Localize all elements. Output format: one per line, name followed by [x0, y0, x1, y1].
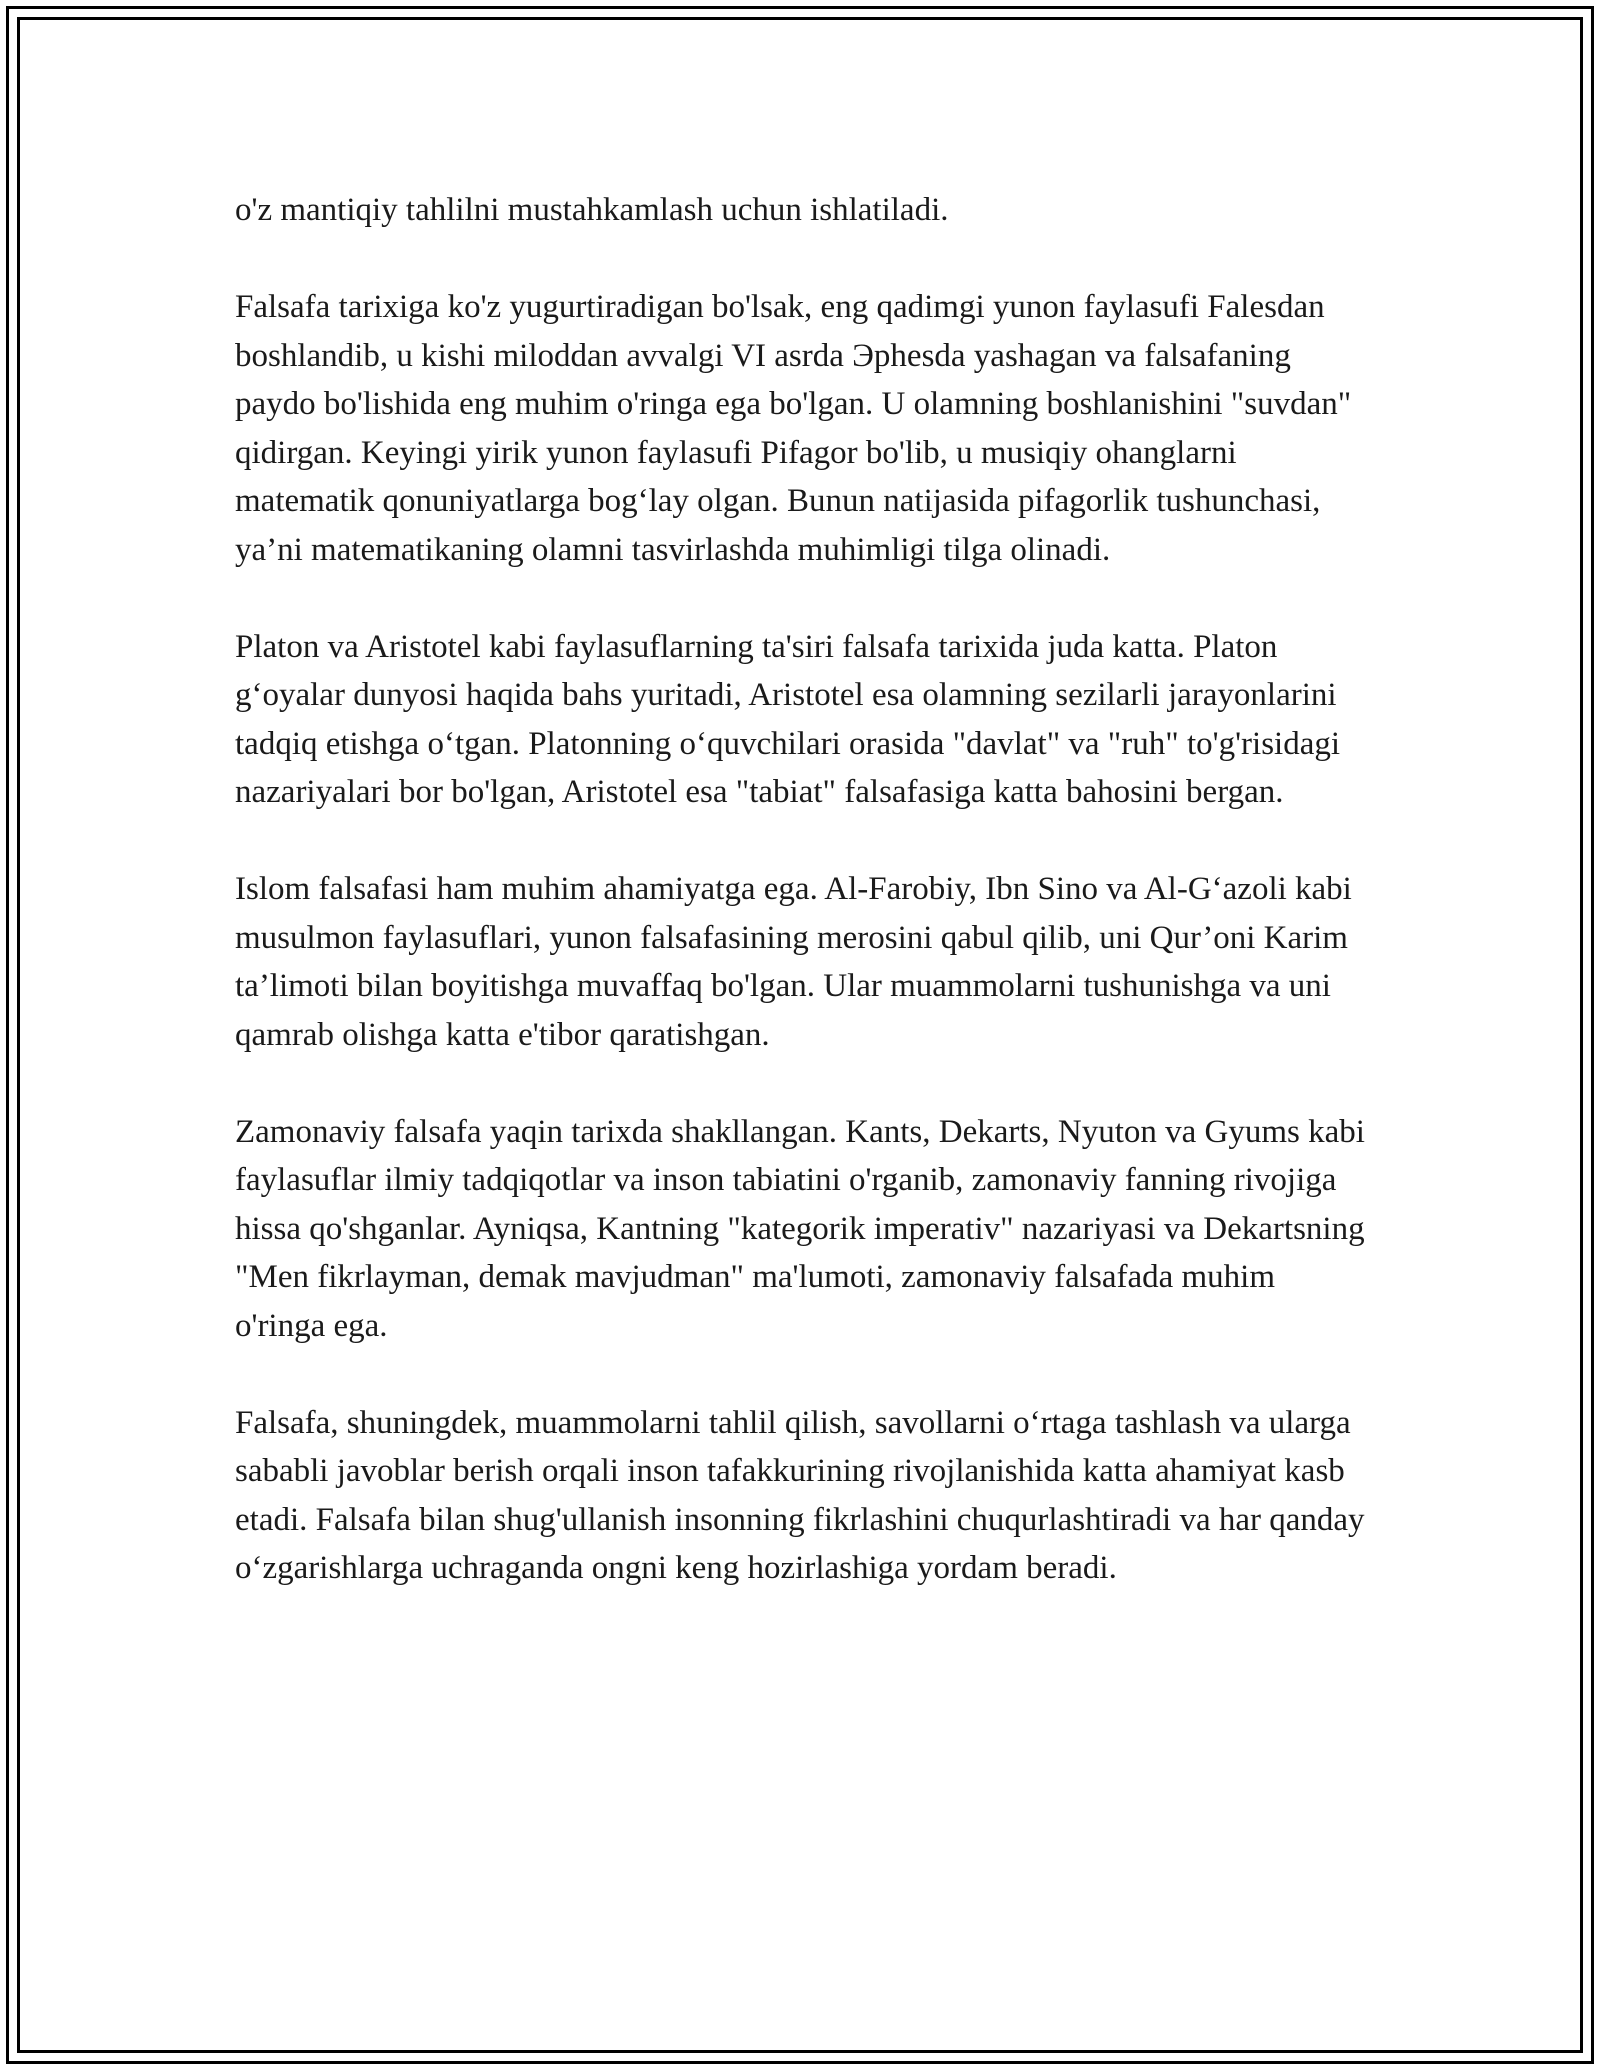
paragraph-2: Falsafa tarixiga ko'z yugurtiradigan bo'lsak, eng qadimgi yunon faylasufi Falesdan boshlandib, u kishi miloddan avvalgi VI asrda Эphesda yashagan va falsafaning paydo bo'lishida eng muhim o'ringa ega bo'lgan. U olamning boshlanishini "suvdan" qidirgan. Keyingi yirik yunon faylasufi Pifagor bo'lib, u musiqiy ohanglarni matematik qonuniyatlarga bog‘lay olgan. Bunun natijasida pifagorlik tushunchasi, ya’ni matematikaning olamni tasvirlashda muhimligi tilga olinadi.	[235, 289, 1352, 568]
paragraph-3: Platon va Aristotel kabi faylasuflarning ta'siri falsafa tarixida juda katta. Platon g‘oyalar dunyosi haqida bahs yuritadi, Aristotel esa olamning sezilarli jarayonlarini tadqiq etishga o‘tgan. Platonning o‘quvchilari orasida "davlat" va "ruh" to'g'risidagi nazariyalari bor bo'lgan, Aristotel esa "tabiat" falsafasiga katta bahosini bergan.	[235, 628, 1341, 810]
paragraph-1: o'z mantiqiy tahlilni mustahkamlash uchun ishlatiladi.	[235, 192, 949, 228]
paragraph-6: Falsafa, shuningdek, muammolarni tahlil qilish, savollarni o‘rtaga tashlash va ularga sababli javoblar berish orqali inson tafakkurining rivojlanishida katta ahamiyat kasb etadi. Falsafa bilan shug'ullanish insonning fikrlashini chuqurlashtiradi va har qanday o‘zgarishlarga uchraganda ongni keng hozirlashiga yordam beradi.	[235, 1404, 1365, 1586]
paragraph-5: Zamonaviy falsafa yaqin tarixda shakllangan. Kants, Dekarts, Nyuton va Gyums kabi faylasuflar ilmiy tadqiqotlar va inson tabiatini o'rganib, zamonaviy fanning rivojiga hissa qo'shganlar. Ayniqsa, Kantning "kategorik imperativ" nazariyasi va Dekartsning "Men fikrlayman, demak mavjudman" ma'lumoti, zamonaviy falsafada muhim o'ringa ega.	[235, 1113, 1365, 1344]
paragraph-4: Islom falsafasi ham muhim ahamiyatga ega. Al-Farobiy, Ibn Sino va Al-G‘azoli kabi musulmon faylasuflari, yunon falsafasining merosini qabul qilib, uni Qur’oni Karim ta’limoti bilan boyitishga muvaffaq bo'lgan. Ular muammolarni tushunishga va uni qamrab olishga katta e'tibor qaratishgan.	[235, 871, 1352, 1053]
document-body	[235, 186, 1365, 1641]
